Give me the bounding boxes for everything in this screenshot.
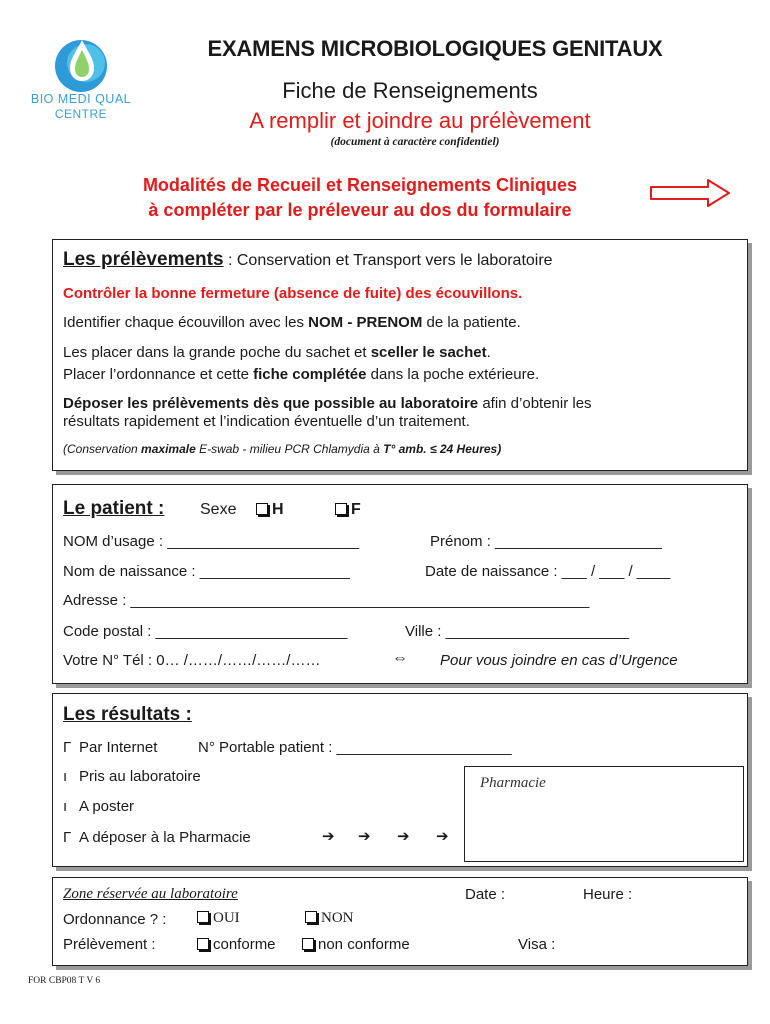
heure-field[interactable]: Heure : — [583, 886, 633, 903]
checkbox-icon[interactable] — [256, 503, 268, 515]
page-title: EXAMENS MICROBIOLOGIQUES GENITAUX — [207, 36, 663, 61]
box-shadow — [56, 867, 752, 871]
ordonnance-label: Ordonnance ? : — [63, 911, 167, 928]
option-internet-label: Par Internet — [79, 739, 158, 756]
zone-laboratoire-title: Zone réservée au laboratoire — [63, 886, 238, 902]
option-poster-label: A poster — [79, 798, 135, 815]
page-instruction: A remplir et joindre au prélèvement — [249, 108, 591, 133]
deposit-emphasis: Déposer les prélèvements dès que possible au laboratoire — [63, 395, 479, 412]
box-shadow — [748, 488, 752, 688]
sexe-f-label: F — [351, 501, 361, 518]
prelevement-non-conforme[interactable] — [302, 936, 410, 953]
logo-name: BIO MEDI QUAL — [30, 92, 132, 106]
urgence-note: Pour vous joindre en cas d’Urgence — [440, 652, 678, 669]
nom-naissance-field[interactable]: Nom de naissance : __________________ — [63, 563, 350, 580]
box-shadow — [56, 684, 752, 688]
oui-label: OUI — [213, 910, 240, 926]
prelevement-label: Prélèvement : — [63, 936, 156, 953]
deposit-instruction-line2: résultats rapidement et l’indication éventuelle d’un traitement. — [63, 413, 470, 430]
checkbox-icon[interactable] — [197, 938, 209, 950]
patient-heading: Le patient : — [63, 498, 165, 519]
date-field[interactable]: Date : — [465, 886, 506, 903]
conservation-text: (Conservation — [63, 442, 142, 456]
box-shadow — [748, 881, 752, 970]
box-shadow — [748, 697, 752, 871]
checkbox-icon[interactable]: ı — [63, 798, 68, 815]
sachet-emphasis: sceller le sachet — [370, 344, 487, 361]
non-conforme-label: non conforme — [318, 936, 410, 953]
prelevements-heading-row — [63, 249, 553, 271]
ordonnance-instruction — [63, 366, 539, 383]
checkbox-icon[interactable] — [305, 911, 317, 923]
identify-emphasis: NOM - PRENOM — [308, 314, 423, 331]
prenom-field[interactable]: Prénom : ____________________ — [430, 533, 662, 550]
checkbox-icon[interactable]: Γ — [63, 829, 72, 846]
checkbox-icon[interactable] — [197, 911, 209, 923]
sexe-label: Sexe — [200, 501, 237, 518]
modalites-line-2: à compléter par le préleveur au dos du formulaire — [148, 200, 572, 220]
non-label: NON — [321, 910, 354, 926]
option-poster[interactable] — [63, 798, 134, 815]
option-laboratoire[interactable] — [63, 768, 201, 785]
code-postal-field[interactable]: Code postal : _______________________ — [63, 623, 348, 640]
ordonnance-oui[interactable] — [197, 910, 240, 927]
sachet-text-end: . — [486, 344, 491, 361]
date-naissance-field[interactable]: Date de naissance : ___ / ___ / ____ — [425, 563, 671, 580]
prelevement-conforme[interactable] — [197, 936, 276, 953]
ville-field[interactable]: Ville : ______________________ — [405, 623, 630, 640]
telephone-field[interactable]: Votre N° Tél : 0… /……/……/……/…… — [63, 652, 321, 669]
prelevements-heading-suffix: : Conservation et Transport vers le laboratoire — [223, 252, 553, 269]
arrow-icon: ➔ — [358, 828, 371, 845]
option-internet[interactable] — [63, 739, 157, 756]
conservation-note — [63, 442, 501, 456]
box-shadow — [56, 471, 752, 475]
logo-subname: CENTRE — [54, 107, 108, 121]
page-subtitle: Fiche de Renseignements — [282, 78, 538, 103]
pharmacie-label: Pharmacie — [480, 775, 546, 791]
deposit-instruction — [63, 395, 592, 412]
ordonnance-text: Placer l’ordonnance et cette — [63, 366, 254, 383]
portable-field[interactable]: N° Portable patient : _____________________ — [198, 739, 512, 756]
conservation-emphasis: maximale — [141, 442, 196, 456]
option-laboratoire-label: Pris au laboratoire — [79, 768, 201, 785]
arrow-icon: ➔ — [436, 828, 449, 845]
right-arrow-icon — [648, 178, 732, 208]
ordonnance-emphasis: fiche complétée — [253, 366, 367, 383]
option-pharmacie-label: A déposer à la Pharmacie — [79, 829, 251, 846]
conservation-text-2: E-swab - milieu PCR Chlamydia à — [195, 442, 384, 456]
form-code: FOR CBP08 T V 6 — [28, 976, 101, 986]
ordonnance-non[interactable] — [305, 910, 354, 927]
sachet-instruction — [63, 344, 491, 361]
identify-text-end: de la patiente. — [422, 314, 521, 331]
adresse-field[interactable]: Adresse : _______________________________________________________ — [63, 592, 590, 609]
checkbox-icon[interactable] — [302, 938, 314, 950]
box-shadow — [56, 966, 752, 970]
conforme-label: conforme — [213, 936, 276, 953]
arrow-icon: ➔ — [397, 828, 410, 845]
box-shadow — [748, 243, 752, 475]
sexe-h-label: H — [272, 501, 284, 518]
resultats-heading: Les résultats : — [63, 704, 192, 725]
ordonnance-text-end: dans la poche extérieure. — [366, 366, 540, 383]
checkbox-icon[interactable]: Γ — [63, 739, 72, 756]
identify-text: Identifier chaque écouvillon avec les — [63, 314, 309, 331]
closure-warning: Contrôler la bonne fermeture (absence de fuite) des écouvillons. — [63, 285, 523, 302]
double-arrow-icon: ⇔ — [392, 650, 408, 667]
conservation-limit: T° amb. ≤ 24 Heures) — [383, 442, 502, 456]
identify-instruction — [63, 314, 521, 331]
visa-field[interactable]: Visa : — [518, 936, 556, 953]
arrow-icon: ➔ — [322, 828, 335, 845]
checkbox-icon[interactable]: ı — [63, 768, 68, 785]
modalites-line-1: Modalités de Recueil et Renseignements Cliniques — [142, 175, 578, 195]
confidential-note: (document à caractère confidentiel) — [330, 136, 500, 148]
sexe-f-option[interactable] — [335, 501, 361, 519]
sachet-text: Les placer dans la grande poche du sachet et — [63, 344, 371, 361]
prelevements-heading: Les prélèvements — [63, 249, 224, 270]
nom-usage-field[interactable]: NOM d’usage : _______________________ — [63, 533, 360, 550]
checkbox-icon[interactable] — [335, 503, 347, 515]
option-pharmacie[interactable] — [63, 829, 251, 846]
modalites-banner — [60, 173, 660, 223]
deposit-text: afin d’obtenir les — [478, 395, 592, 412]
sexe-h-option[interactable] — [256, 501, 284, 519]
